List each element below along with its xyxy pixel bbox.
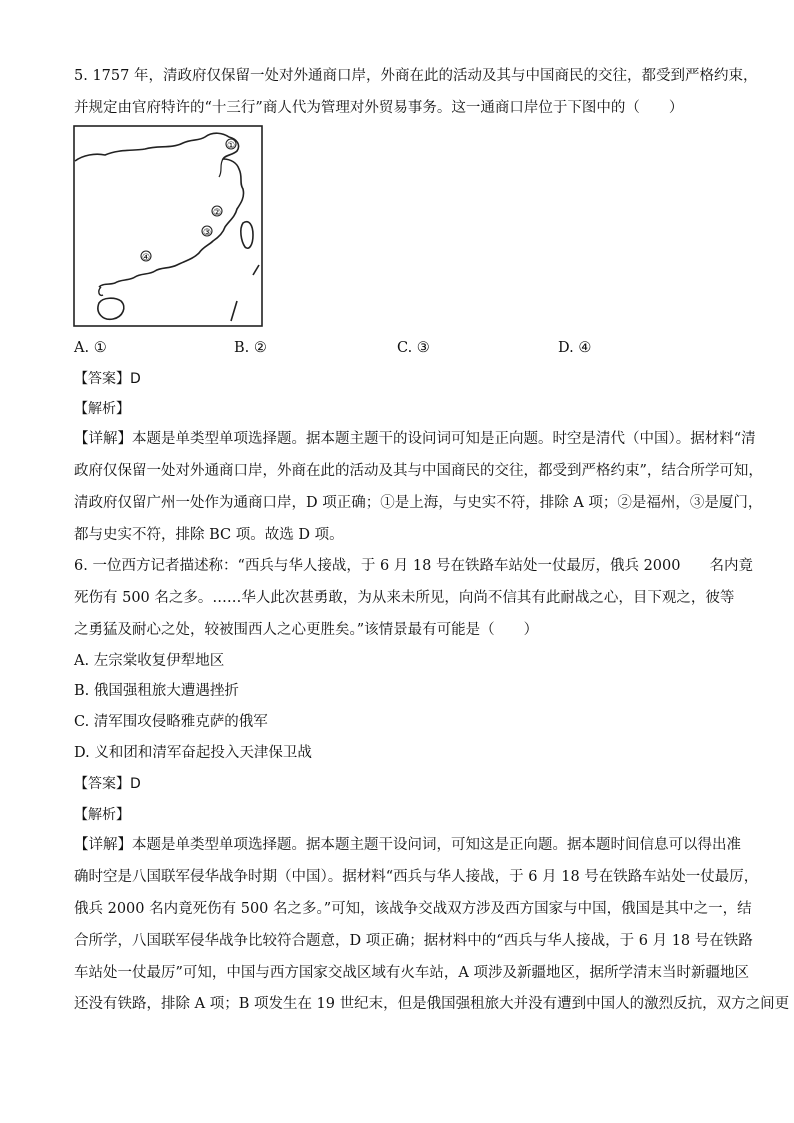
q6-stem-line-2: 死伤有 500 名之多。……华人此次甚勇敢，为从来未所见，向尚不信其有此耐战之心，目下观之，彼等 — [74, 590, 735, 606]
q6-answer: 【答案】D — [74, 776, 141, 792]
q5-option-a: A. ① — [74, 340, 107, 356]
q5-explain-line-1: 【详解】本题是单类型单项选择题。据本题主题干的设问词可知是正向题。时空是清代（中国）。据材料“清 — [74, 431, 756, 447]
q5-option-d: D. ④ — [558, 340, 592, 356]
q6-option-b: B. 俄国强租旅大遭遇挫折 — [74, 683, 239, 699]
coastline-map — [73, 125, 263, 327]
hainan-island — [98, 298, 124, 319]
q6-explain-line-6: 还没有铁路，排除 A 项；B 项发生在 19 世纪末，但是俄国强租旅大并没有遭到中国人的激烈反抗，双方之间更 — [74, 996, 790, 1012]
q6-option-c: C. 清军围攻侵略雅克萨的俄军 — [74, 714, 268, 730]
q6-analysis-label: 【解析】 — [74, 807, 130, 823]
q5-analysis-label: 【解析】 — [74, 401, 130, 417]
q5-answer: 【答案】D — [74, 371, 141, 387]
q5-stem-line-1: 5. 1757 年，清政府仅保留一处对外通商口岸，外商在此的活动及其与中国商民的交往，都受到严格约束， — [74, 68, 758, 84]
q5-explain-line-4: 都与史实不符，排除 BC 项。故选 D 项。 — [74, 527, 344, 543]
q6-explain-line-3: 俄兵 2000 名内竟死伤有 500 名之多。”可知，该战争交战双方涉及西方国家与中国，俄国是其中之一，结 — [74, 901, 752, 917]
marker-4 — [141, 251, 151, 263]
marker-2-label: ② — [212, 208, 222, 218]
q6-option-d: D. 义和团和清军奋起投入天津保卫战 — [74, 745, 312, 761]
q6-explain-line-4: 合所学，八国联军侵华战争比较符合题意，D 项正确；据材料中的“西兵与华人接战，于 6 月 18 号在铁路 — [74, 933, 753, 949]
marker-2 — [212, 206, 222, 218]
q5-stem-line-2: 并规定由官府特许的“十三行”商人代为管理对外贸易事务。这一通商口岸位于下图中的（ ） — [74, 100, 684, 116]
q5-explain-line-2: 政府仅保留一处对外通商口岸，外商在此的活动及其与中国商民的交往，都受到严格约束”，结合所学可知， — [74, 463, 763, 479]
q5-explain-line-3: 清政府仅留广州一处作为通商口岸，D 项正确；①是上海，与史实不符，排除 A 项；②是福州，③是厦门， — [74, 495, 763, 511]
taiwan-island — [241, 222, 253, 249]
q5-option-c: C. ③ — [397, 340, 430, 356]
q6-explain-line-1: 【详解】本题是单类型单项选择题。据本题主题干设问词，可知这是正向题。据本题时间信息可以得出准 — [74, 837, 741, 853]
q5-option-b: B. ② — [234, 340, 267, 356]
marker-3-label: ③ — [202, 228, 212, 238]
marker-4-label: ④ — [141, 253, 151, 263]
q6-stem-line-3: 之勇猛及耐心之处，较被围西人之心更胜矣。”该情景最有可能是（ ） — [74, 622, 539, 638]
marker-3 — [202, 226, 212, 238]
map-svg — [73, 125, 263, 327]
q6-stem-line-1: 6. 一位西方记者描述称：“西兵与华人接战，于 6 月 18 号在铁路车站处一仗最厉，俄兵 2000 名内竟 — [74, 558, 753, 574]
q6-option-a: A. 左宗棠收复伊犁地区 — [74, 653, 225, 669]
marker-1 — [226, 139, 236, 151]
marker-1-label: ① — [226, 141, 236, 151]
q6-explain-line-2: 确时空是八国联军侵华战争时期（中国）。据材料“西兵与华人接战，于 6 月 18 号在铁路车站处一仗最厉， — [74, 869, 759, 885]
q6-explain-line-5: 车站处一仗最厉”可知，中国与西方国家交战区域有火车站，A 项涉及新疆地区，据所学清末当时新疆地区 — [74, 965, 749, 981]
